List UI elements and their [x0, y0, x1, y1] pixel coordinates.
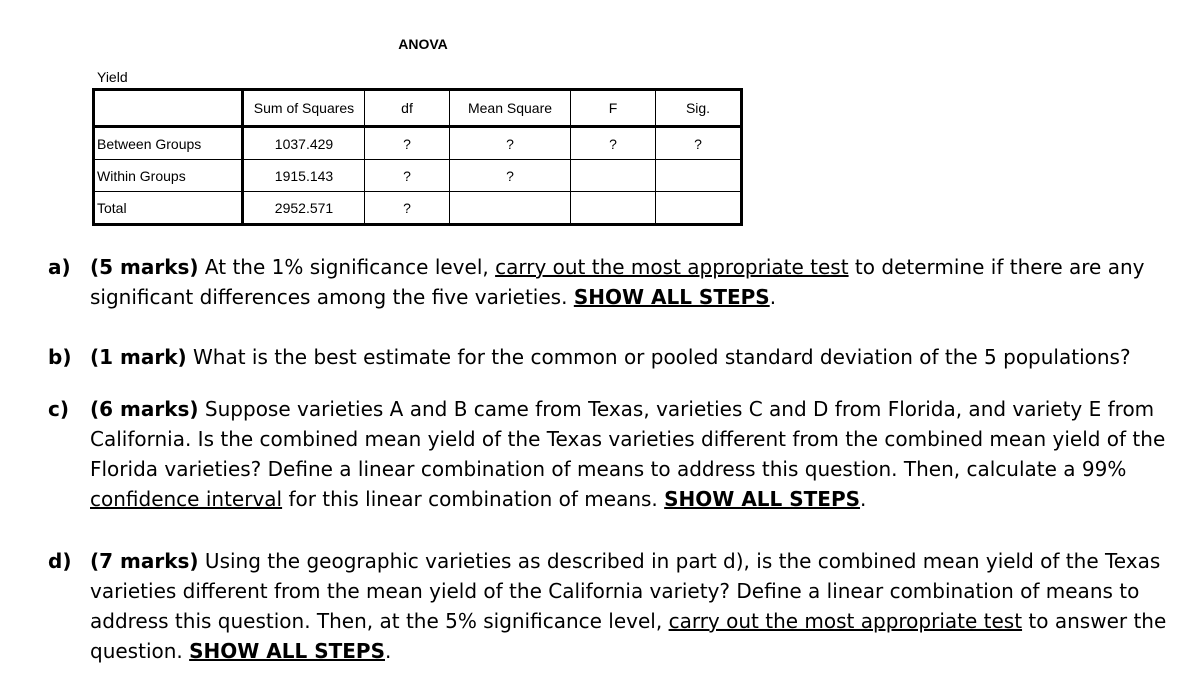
- underlined-phrase: confidence interval: [90, 487, 283, 511]
- cell-ss: 1915.143: [243, 160, 365, 192]
- cell-ms: ?: [450, 127, 571, 160]
- cell-df: ?: [365, 160, 450, 192]
- question-c: [48, 394, 1178, 514]
- question-marks: (1 mark): [90, 345, 187, 369]
- show-steps-emphasis: SHOW ALL STEPS: [573, 285, 770, 309]
- anova-title: ANOVA: [398, 36, 448, 52]
- underlined-phrase: carry out the most appropriate test: [495, 255, 849, 279]
- table-row: [94, 192, 742, 225]
- question-text: for this linear combination of means.: [282, 487, 665, 511]
- question-text: to answer the question.: [90, 609, 1167, 663]
- cell-sig: [656, 192, 742, 225]
- question-text: At the 1% significance level,: [198, 255, 496, 279]
- cell-f: [571, 192, 656, 225]
- question-text: to determine if there are any significant differences among the five varieties.: [90, 255, 1145, 309]
- question-label: d): [48, 549, 72, 573]
- question-label: a): [48, 255, 71, 279]
- question-b: [48, 342, 1178, 372]
- table-row: [94, 160, 742, 192]
- table-header-row: [94, 90, 742, 127]
- question-end: .: [769, 285, 777, 309]
- questions-list: [48, 252, 1178, 666]
- question-text: What is the best estimate for the common or pooled standard deviation of the 5 populations?: [186, 345, 1131, 369]
- anova-table: [92, 88, 743, 226]
- question-text: Using the geographic varieties as described in part d), is the combined mean yield of the Texas varieties different from the mean yield of the California variety? Define a linear combination of means to address this question. Then, at the 5% significance level,: [90, 549, 1161, 633]
- question-marks: (7 marks): [90, 549, 199, 573]
- underlined-phrase: carry out the most appropriate test: [668, 609, 1023, 633]
- question-d: [48, 546, 1178, 666]
- cell-sig: ?: [656, 127, 742, 160]
- cell-f: [571, 160, 656, 192]
- cell-sig: [656, 160, 742, 192]
- question-label: b): [48, 345, 72, 369]
- row-label: Total: [94, 192, 243, 225]
- question-text: Suppose varieties A and B came from Texas, varieties C and D from Florida, and variety E from California. Is the combined mean yield of the Texas varieties different from the combined mean yield of the Florida varieties? Define a linear combination of means to address this question. Then, calculate a 99%: [90, 397, 1166, 481]
- show-steps-emphasis: SHOW ALL STEPS: [189, 639, 385, 663]
- question-marks: (6 marks): [90, 397, 199, 421]
- dependent-variable-label: Yield: [97, 69, 128, 85]
- question-end: .: [860, 487, 867, 511]
- header-mean-square: Mean Square: [450, 90, 571, 127]
- header-f: F: [571, 90, 656, 127]
- header-blank: [94, 90, 243, 127]
- cell-f: ?: [571, 127, 656, 160]
- table-row: [94, 127, 742, 160]
- cell-df: ?: [365, 127, 450, 160]
- header-sig: Sig.: [656, 90, 742, 127]
- row-label: Between Groups: [94, 127, 243, 160]
- question-end: .: [385, 639, 392, 663]
- question-marks: (5 marks): [90, 255, 199, 279]
- question-a: [48, 252, 1178, 312]
- cell-df: ?: [365, 192, 450, 225]
- header-df: df: [365, 90, 450, 127]
- cell-ms: ?: [450, 160, 571, 192]
- cell-ss: 1037.429: [243, 127, 365, 160]
- header-sum-of-squares: Sum of Squares: [243, 90, 365, 127]
- show-steps-emphasis: SHOW ALL STEPS: [664, 487, 861, 511]
- row-label: Within Groups: [94, 160, 243, 192]
- cell-ms: [450, 192, 571, 225]
- cell-ss: 2952.571: [243, 192, 365, 225]
- question-label: c): [48, 397, 69, 421]
